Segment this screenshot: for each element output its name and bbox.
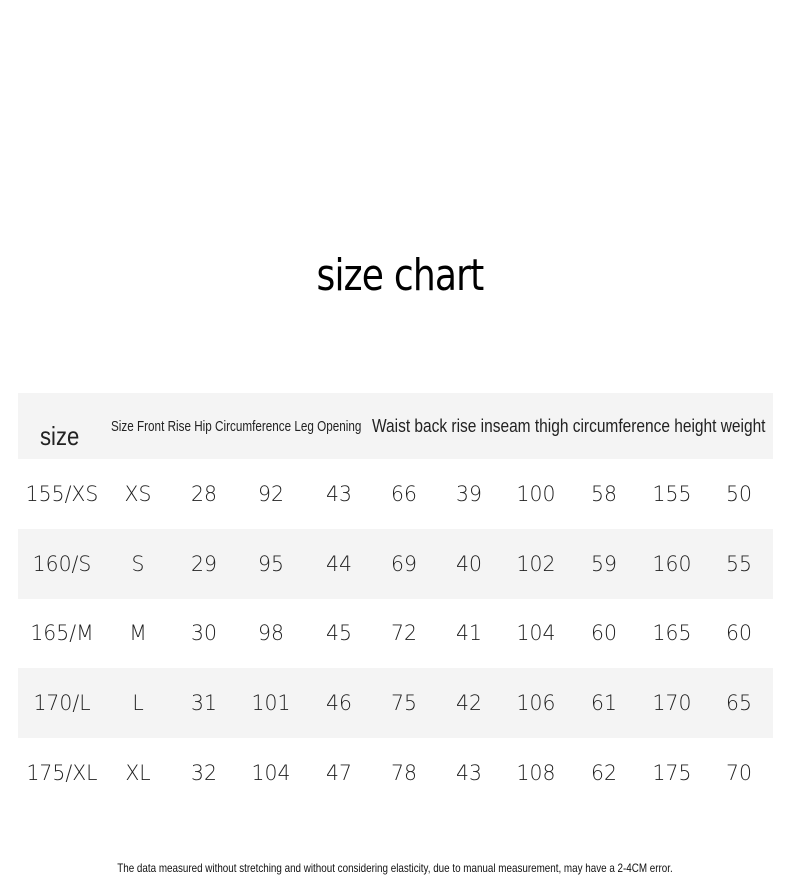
cell-weight: 65 <box>726 691 752 716</box>
cell-size-label: 155/XS <box>25 481 99 506</box>
cell-leg-opening: 45 <box>326 621 352 646</box>
cell-waist: 75 <box>391 691 417 716</box>
cell-hip-circumference: 92 <box>258 481 284 506</box>
header-size: size <box>40 420 80 451</box>
cell-front-rise: 31 <box>191 691 217 716</box>
cell-front-rise: 32 <box>191 761 217 786</box>
cell-height: 165 <box>652 621 692 646</box>
cell-hip-circumference: 101 <box>251 691 291 716</box>
table-row <box>18 459 773 529</box>
cell-letter-size: L <box>132 691 144 716</box>
cell-height: 175 <box>652 761 692 786</box>
cell-weight: 55 <box>726 551 752 576</box>
header-measurements-group-2: Waist back rise inseam thigh circumference height weight <box>372 415 766 436</box>
cell-weight: 50 <box>726 481 752 506</box>
cell-size-label: 160/S <box>32 551 92 576</box>
cell-back-rise: 40 <box>456 551 482 576</box>
cell-waist: 69 <box>391 551 417 576</box>
cell-thigh-circumference: 61 <box>591 691 617 716</box>
table-row <box>18 529 773 599</box>
cell-letter-size: M <box>129 621 147 646</box>
cell-hip-circumference: 95 <box>258 551 284 576</box>
cell-height: 170 <box>652 691 692 716</box>
table-row <box>18 738 773 808</box>
table-header-row <box>18 393 773 459</box>
cell-inseam: 104 <box>516 621 556 646</box>
cell-back-rise: 43 <box>456 761 482 786</box>
cell-letter-size: XL <box>125 761 151 786</box>
cell-back-rise: 39 <box>456 481 482 506</box>
table-row <box>18 668 773 738</box>
table-body <box>18 459 773 808</box>
cell-size-label: 165/M <box>30 621 94 646</box>
cell-front-rise: 29 <box>191 551 217 576</box>
cell-height: 155 <box>652 481 692 506</box>
cell-letter-size: XS <box>124 481 152 506</box>
page-title: size chart <box>316 250 484 301</box>
cell-inseam: 100 <box>516 481 556 506</box>
cell-thigh-circumference: 62 <box>591 761 617 786</box>
cell-waist: 66 <box>391 481 417 506</box>
cell-inseam: 102 <box>516 551 556 576</box>
cell-size-label: 175/XL <box>26 761 98 786</box>
cell-thigh-circumference: 58 <box>591 481 617 506</box>
footnote: The data measured without stretching and without considering elasticity, due to manual measurement, may have a 2-4CM error. <box>117 861 673 875</box>
cell-leg-opening: 43 <box>326 481 352 506</box>
cell-front-rise: 30 <box>191 621 217 646</box>
cell-waist: 72 <box>391 621 417 646</box>
cell-back-rise: 41 <box>456 621 482 646</box>
cell-inseam: 106 <box>516 691 556 716</box>
cell-weight: 60 <box>726 621 752 646</box>
cell-thigh-circumference: 59 <box>591 551 617 576</box>
cell-hip-circumference: 98 <box>258 621 284 646</box>
cell-weight: 70 <box>726 761 752 786</box>
cell-inseam: 108 <box>516 761 556 786</box>
header-measurements-group-1: Size Front Rise Hip Circumference Leg Opening <box>111 417 362 435</box>
cell-waist: 78 <box>391 761 417 786</box>
cell-leg-opening: 47 <box>326 761 352 786</box>
cell-leg-opening: 46 <box>326 691 352 716</box>
cell-hip-circumference: 104 <box>251 761 291 786</box>
cell-height: 160 <box>652 551 692 576</box>
cell-front-rise: 28 <box>191 481 217 506</box>
cell-leg-opening: 44 <box>326 551 352 576</box>
cell-letter-size: S <box>131 551 145 576</box>
size-table <box>18 393 773 808</box>
table-row <box>18 599 773 669</box>
cell-thigh-circumference: 60 <box>591 621 617 646</box>
cell-size-label: 170/L <box>33 691 91 716</box>
cell-back-rise: 42 <box>456 691 482 716</box>
